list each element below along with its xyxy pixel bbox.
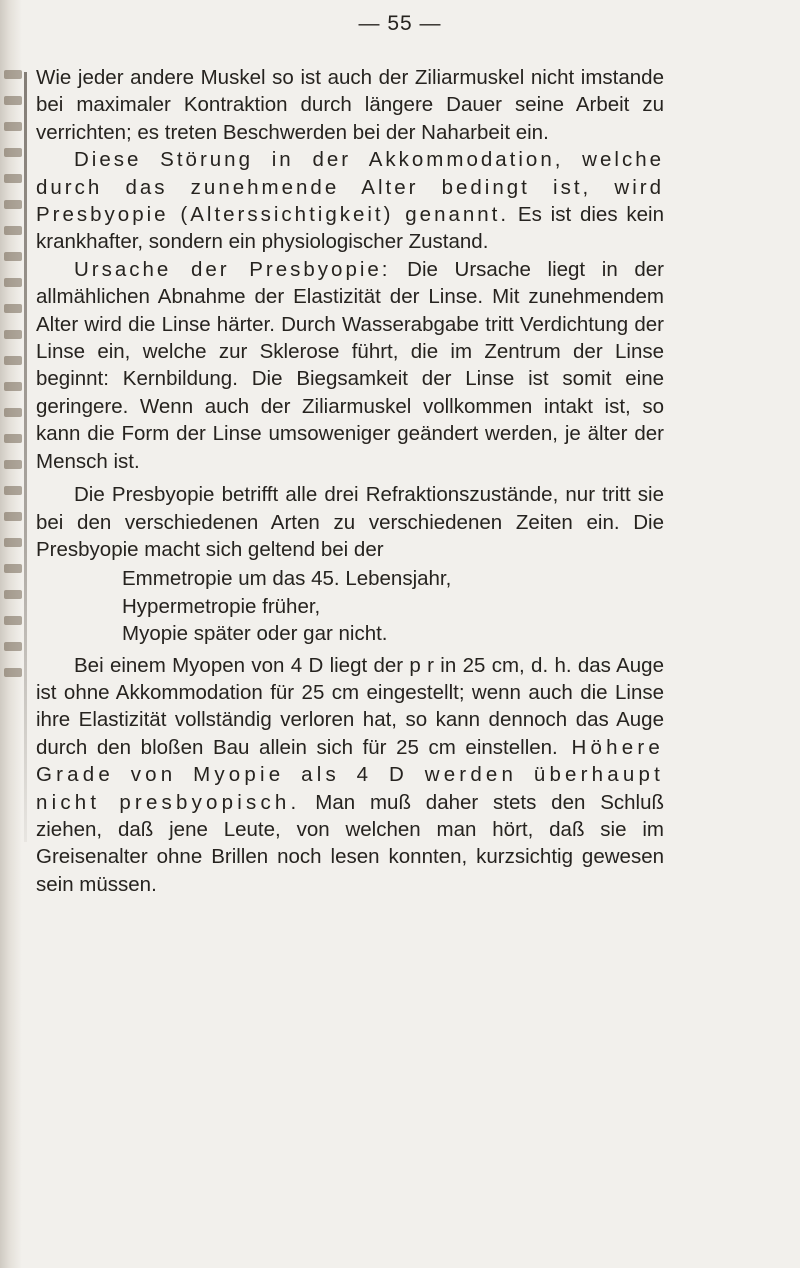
myopie-text-b: Man muß daher stets den Schluß ziehen, daß jene Leute, von welchen man hört, daß sie im Greisenalter ohne Brillen noch lesen konnten, kurzsichtig gewesen sein müssen.: [36, 790, 665, 896]
page-body: [36, 64, 664, 898]
paragraph-ursache: [36, 256, 664, 475]
paragraph-myopie: [36, 652, 664, 899]
list-item: Myopie später oder gar nicht.: [122, 622, 388, 646]
list-item: Emmetropie um das 45. Lebensjahr,: [122, 567, 452, 591]
binding-line: [24, 72, 27, 842]
paragraph-presbyopie-definition: [36, 146, 664, 256]
list-item: Hypermetropie früher,: [122, 594, 321, 618]
page-number: — 55 —: [358, 12, 442, 35]
spaced-definition-text: Diese Störung in der Akkommodation, welche durch das zunehmende Alter bedingt ist, wird Presbyopie (Alterssichtigkeit) genannt.: [36, 148, 664, 227]
ursache-text: Die Ursache liegt in der allmählichen Abnahme der Elastizität der Linse. Mit zunehmendem Alter wird die Linse härter. Durch Wasserabgabe tritt Verdichtung der Linse ein, welche zur Sklerose führt, die im Zentrum der Linse beginnt: Kernbildung. Die Biegsamkeit der Linse ist somit eine geringere. Wenn auch der Ziliarmuskel vollkommen intakt ist, so kann die Form der Linse umsoweniger geändert werden, je älter der Mensch ist.: [36, 257, 664, 473]
refraction-list: [36, 565, 664, 647]
binding-edge-marks: [4, 70, 22, 690]
paragraph-refraktionszustaende: Die Presbyopie betrifft alle drei Refraktionszustände, nur tritt sie bei den verschiedenen Arten zu verschiedenen Zeiten ein. Die Presbyopie macht sich geltend bei der: [36, 483, 664, 561]
myopie-text-a: Bei einem Myopen von 4 D liegt der p r in 25 cm, d. h. das Auge ist ohne Akkommodation für 25 cm eingestellt; wenn auch die Linse ihre Elastizität vollständig verloren hat, so kann dennoch das Auge durch den bloßen Bau allein sich für 25 cm einstellen.: [36, 653, 664, 759]
myopie-spaced-text: Höhere Grade von Myopie als 4 D werden überhaupt nicht presbyopisch.: [36, 735, 664, 814]
definition-rest-text: Es ist dies kein krankhafter, sondern ein physiologischer Zustand.: [36, 203, 665, 254]
paragraph-ziliarmuskel: Wie jeder andere Muskel so ist auch der Ziliarmuskel nicht imstande bei maximaler Kontraktion durch längere Dauer seine Arbeit zu verrichten; es treten Beschwerden bei der Naharbeit ein.: [36, 66, 664, 144]
ursache-heading: Ursache der Presbyopie:: [74, 257, 391, 281]
